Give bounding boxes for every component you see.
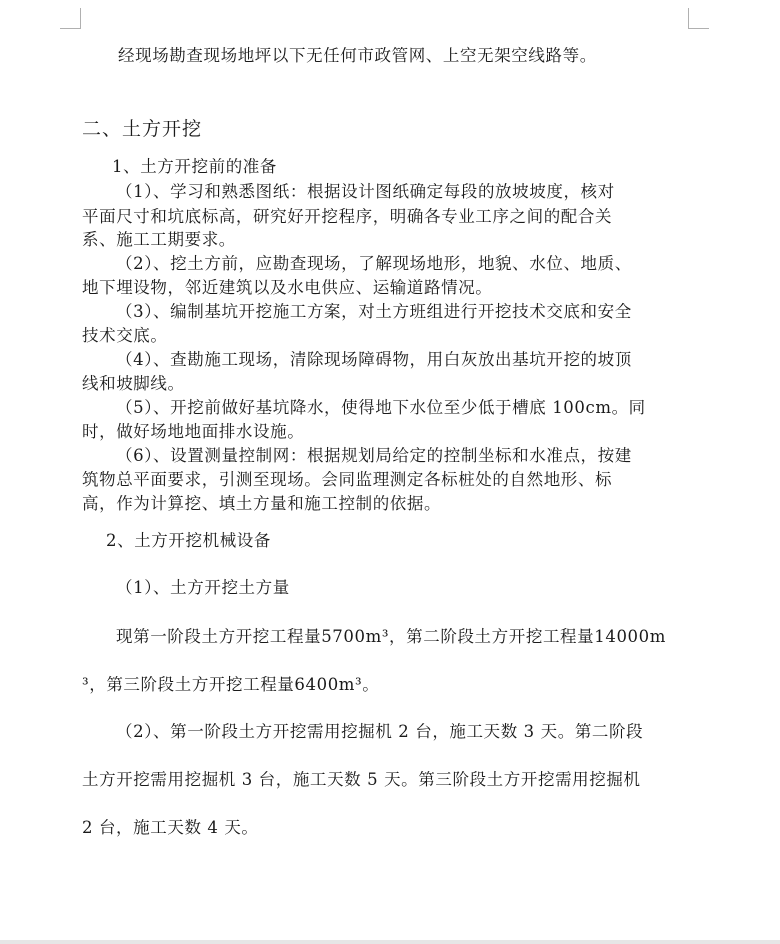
item3-line1: （3）、编制基坑开挖施工方案，对土方班组进行开挖技术交底和安全 [116,302,632,321]
subsection-title-1: 1、土方开挖前的准备 [112,157,277,176]
volume-line1: 现第一阶段土方开挖工程量5700m³，第二阶段土方开挖工程量14000m [116,627,666,646]
page-bottom-edge [0,940,780,944]
subsection-item-title: （1）、土方开挖土方量 [116,578,290,597]
item3-line2: 技术交底。 [82,326,168,345]
item5-line2: 时，做好场地地面排水设施。 [82,422,305,441]
item5-line1: （5）、开挖前做好基坑降水，使得地下水位至少低于槽底 100cm。同 [116,398,646,417]
item6-line1: （6）、设置测量控制网：根据规划局给定的控制坐标和水准点，按建 [116,446,632,465]
item6-line3: 高，作为计算挖、填土方量和施工控制的依据。 [82,494,442,513]
item1-line3: 系、施工工期要求。 [82,230,236,249]
item2-line2: 地下埋设物，邻近建筑以及水电供应、运输道路情况。 [82,278,493,297]
subsection-title-2: 2、土方开挖机械设备 [106,531,271,550]
section-heading: 二、土方开挖 [82,118,203,140]
item2-line1: （2）、挖土方前，应勘查现场，了解现场地形，地貌、水位、地质、 [116,254,632,273]
page-corner-mark-top-left [60,8,81,29]
page-corner-mark-top-right [688,8,709,29]
equipment-line3: 2 台，施工天数 4 天。 [82,818,259,837]
intro-paragraph: 经现场勘查现场地坪以下无任何市政管网、上空无架空线路等。 [118,46,597,65]
item4-line1: （4）、查勘施工现场，清除现场障碍物，用白灰放出基坑开挖的坡顶 [116,350,632,369]
item6-line2: 筑物总平面要求，引测至现场。会同监理测定各标桩处的自然地形、标 [82,470,613,489]
equipment-line1: （2）、第一阶段土方开挖需用挖掘机 2 台，施工天数 3 天。第二阶段 [116,722,644,741]
volume-line2: ³，第三阶段土方开挖工程量6400m³。 [82,675,380,694]
item4-line2: 线和坡脚线。 [82,374,185,393]
item1-line2: 平面尺寸和坑底标高，研究好开挖程序，明确各专业工序之间的配合关 [82,207,613,226]
item1-line1: （1）、学习和熟悉图纸：根据设计图纸确定每段的放坡坡度，核对 [116,182,615,201]
equipment-line2: 土方开挖需用挖掘机 3 台，施工天数 5 天。第三阶段土方开挖需用挖掘机 [82,770,641,789]
